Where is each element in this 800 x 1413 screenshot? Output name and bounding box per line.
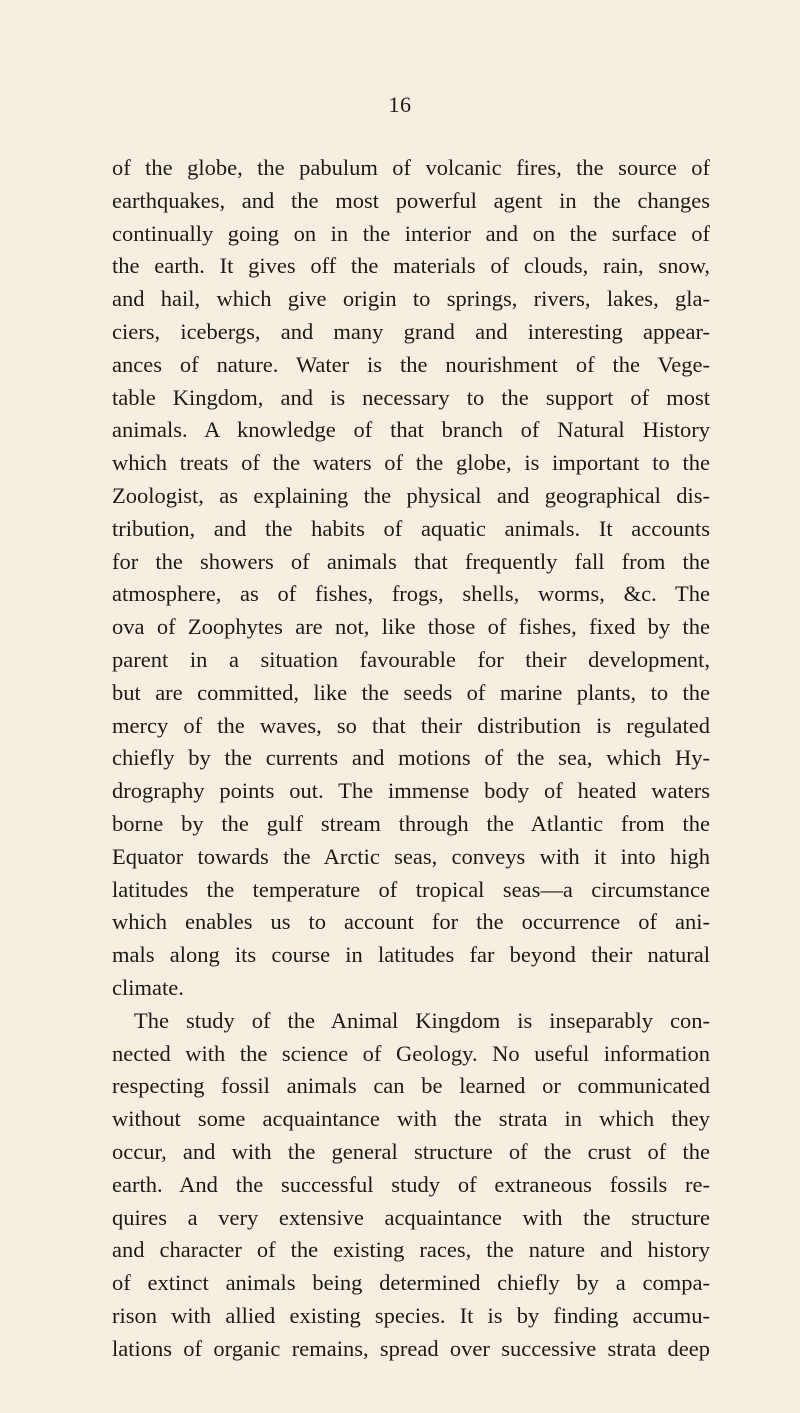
text-line: ances of nature. Water is the nourishment of the Vege- <box>112 351 710 377</box>
paragraph-end-line: climate. <box>112 974 184 1000</box>
text-line: of the globe, the pabulum of volcanic fires, the source of <box>112 155 710 180</box>
paragraph-start-line: The study of the Animal Kingdom is inseparably con- <box>134 1007 710 1033</box>
body-text <box>112 152 710 1365</box>
text-line: mals along its course in latitudes far beyond their natural <box>112 942 710 968</box>
text-line: earth. And the successful study of extraneous fossils re- <box>112 1171 710 1197</box>
text-line: table Kingdom, and is necessary to the support of most <box>112 384 710 410</box>
text-line: and character of the existing races, the nature and history <box>112 1237 710 1263</box>
text-line: and hail, which give origin to springs, rivers, lakes, gla- <box>112 286 710 312</box>
text-line: without some acquaintance with the strata in which they <box>112 1106 710 1132</box>
text-line: parent in a situation favourable for their development, <box>112 646 710 672</box>
text-line: latitudes the temperature of tropical seas—a circumstance <box>112 876 710 902</box>
text-line: which treats of the waters of the globe, is important to the <box>112 450 710 476</box>
text-line: lations of organic remains, spread over successive strata deep <box>112 1335 710 1361</box>
text-line: of extinct animals being determined chiefly by a compa- <box>112 1270 710 1296</box>
text-line: animals. A knowledge of that branch of Natural History <box>112 417 710 443</box>
text-line: mercy of the waves, so that their distribution is regulated <box>112 712 710 738</box>
text-line: but are committed, like the seeds of marine plants, to the <box>112 679 710 705</box>
text-line: quires a very extensive acquaintance with the structure <box>112 1204 710 1230</box>
text-line: ova of Zoophytes are not, like those of fishes, fixed by the <box>112 614 710 640</box>
text-line: tribution, and the habits of aquatic animals. It accounts <box>112 515 710 541</box>
text-line: Equator towards the Arctic seas, conveys with it into high <box>112 843 710 869</box>
text-line: rison with allied existing species. It is by finding accumu- <box>112 1302 710 1328</box>
text-line: continually going on in the interior and on the surface of <box>112 220 710 246</box>
text-line: drography points out. The immense body of heated waters <box>112 778 710 804</box>
text-line: borne by the gulf stream through the Atlantic from the <box>112 810 710 836</box>
text-line: atmosphere, as of fishes, frogs, shells, worms, &c. The <box>112 581 710 607</box>
text-line: which enables us to account for the occurrence of ani- <box>112 909 710 935</box>
text-line: nected with the science of Geology. No useful information <box>112 1040 710 1066</box>
page-number: 16 <box>388 92 412 117</box>
text-line: occur, and with the general structure of the crust of the <box>112 1138 710 1164</box>
text-line: chiefly by the currents and motions of the sea, which Hy- <box>112 745 710 771</box>
text-line: Zoologist, as explaining the physical and geographical dis- <box>112 482 710 508</box>
text-line: respecting fossil animals can be learned or communicated <box>112 1073 710 1099</box>
text-line: for the showers of animals that frequently fall from the <box>112 548 710 574</box>
text-line: ciers, icebergs, and many grand and interesting appear- <box>112 318 710 344</box>
text-line: earthquakes, and the most powerful agent in the changes <box>112 187 710 213</box>
text-line: the earth. It gives off the materials of clouds, rain, snow, <box>112 253 710 279</box>
